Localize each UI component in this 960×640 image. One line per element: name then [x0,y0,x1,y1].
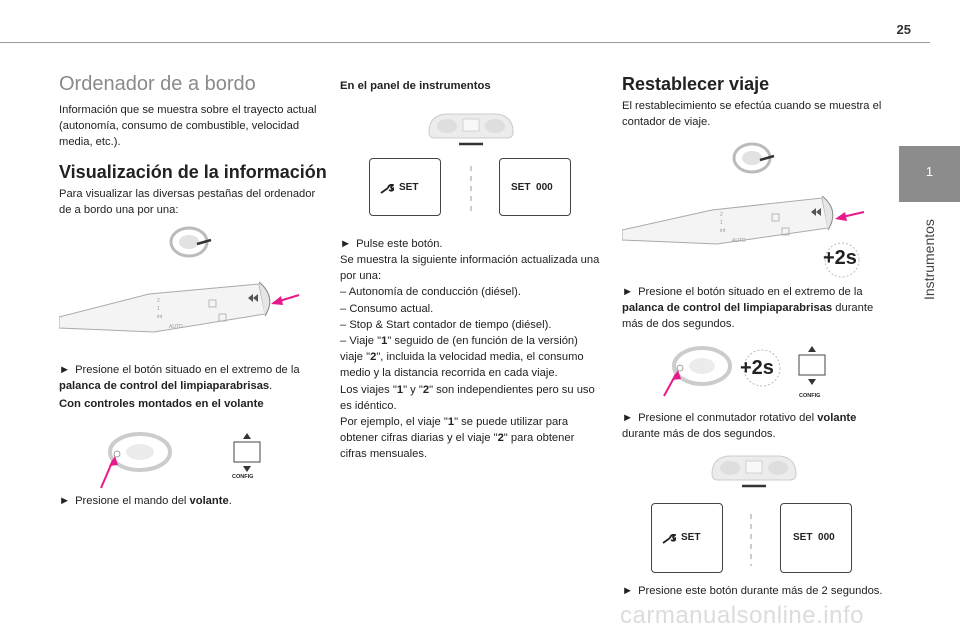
info-item: – Autonomía de conducción (diésel). [340,286,521,299]
steering-wheel-icon [110,434,170,470]
step-arrow-icon: ► [622,412,634,424]
subhead-volante: Con controles montados en el volante [59,398,264,410]
viajes-ejemplo: Por ejemplo, el viaje "1" se puede utilizar para obtener cifras diarias y el viaje "2" para obtener cifras mensuales. [340,416,575,461]
svg-text:int: int [157,314,163,320]
svg-text:AUTO: AUTO [169,324,183,330]
plus-2s-label: +2s [740,357,774,379]
info-item: – Stop & Start contador de tiempo (diésel). [340,318,552,331]
wiper-stalk-icon [59,282,270,332]
divider-dashed [466,166,476,214]
set-000-label: SET 000 [511,182,553,193]
wrench-icon [662,534,676,544]
restablecer-intro: El restablecimiento se efectúa cuando se muestra el contador de viaje. [622,100,882,129]
steering-wheel-icon [674,348,730,384]
page-number: 25 [896,22,911,37]
divider-dashed [746,514,756,566]
instrument-panel-icon [708,450,800,490]
config-button-icon [799,346,825,385]
step-press-wiper-stalk: ► Presione el botón situado en el extremo de la palanca de control del limpiaparabrisas. [59,364,300,393]
svg-text:2: 2 [720,212,723,218]
press-arrow-icon [271,295,299,305]
info-list-block [340,252,602,463]
set-000-button[interactable] [780,503,852,573]
press-arrow-icon [664,370,681,396]
plus-2s-label: +2s [823,247,857,269]
section-title-restablecer: Restablecer viaje [622,74,770,94]
set-000-button[interactable] [499,158,571,216]
config-label: CONFIG [799,393,821,399]
step-pulse-boton: ► Pulse este botón. [340,238,443,250]
set-000-label: SET 000 [793,532,835,543]
press-arrow-icon [101,456,118,488]
subhead-panel-instrumentos: En el panel de instrumentos [340,80,491,92]
step-arrow-icon: ► [622,585,634,597]
wrench-icon [380,184,394,194]
config-label: CONFIG [232,474,254,480]
step-press-volante-reset: ► Presione el conmutador rotativo del volante durante más de dos segundos. [622,412,857,441]
wiper-stalk-illustration [59,222,309,350]
viajes-independientes: Los viajes "1" y "2" son independientes pero su uso es idéntico. [340,383,595,412]
svg-text:1: 1 [720,220,723,226]
steering-wheel-icon [734,144,774,172]
step-arrow-icon: ► [340,238,352,250]
press-arrow-icon [835,212,864,221]
svg-text:AUTO: AUTO [732,238,746,244]
steering-wheel-control-illustration [95,420,270,500]
config-button-icon [234,433,260,472]
info-item: – Consumo actual. [340,302,434,315]
info-item-viaje: – Viaje "1" seguido de (en función de la versión) viaje "2", incluida la velocidad media, el consumo medio y la distancia recorrida en cada viaje. [340,335,584,380]
visualizacion-intro: Para visualizar las diversas pestañas del ordenador de a bordo una por una: [59,188,316,217]
step-arrow-icon: ► [59,495,71,507]
header-rule [0,42,930,43]
chapter-tab-number: 1 [925,164,934,179]
set-button-label: SET [681,532,701,543]
set-button[interactable] [651,503,723,573]
step-press-volante: ► Presione el mando del volante. [59,495,232,507]
intro-paragraph: Información que se muestra sobre el trayecto actual (autonomía, consumo de combustible, velocidad media, etc.). [59,104,317,149]
step-press-2-seconds: ► Presione este botón durante más de 2 segundos. [622,585,883,597]
svg-text:2: 2 [157,298,160,304]
step-press-wiper-reset: ► Presione el botón situado en el extremo de la palanca de control del limpiaparabrisas durante más de dos segundos. [622,286,874,331]
section-title-ordenador: Ordenador de a bordo [59,73,256,95]
watermark: carmanualsonline.info [620,602,864,629]
instrument-panel-icon [425,108,517,148]
chapter-tab[interactable] [899,146,960,202]
step-arrow-icon: ► [622,286,634,298]
chapter-title-text: Instrumentos [921,219,937,300]
section-title-visualizacion: Visualización de la información [59,162,327,182]
svg-text:int: int [720,228,726,234]
set-button[interactable] [369,158,441,216]
chapter-title [903,206,955,326]
wiper-stalk-icon [622,196,833,244]
info-intro: Se muestra la siguiente información actualizada una por una: [340,254,600,283]
steering-wheel-icon [171,228,211,256]
step-arrow-icon: ► [59,364,71,376]
svg-text:1: 1 [157,306,160,312]
set-button-label: SET [399,182,419,193]
